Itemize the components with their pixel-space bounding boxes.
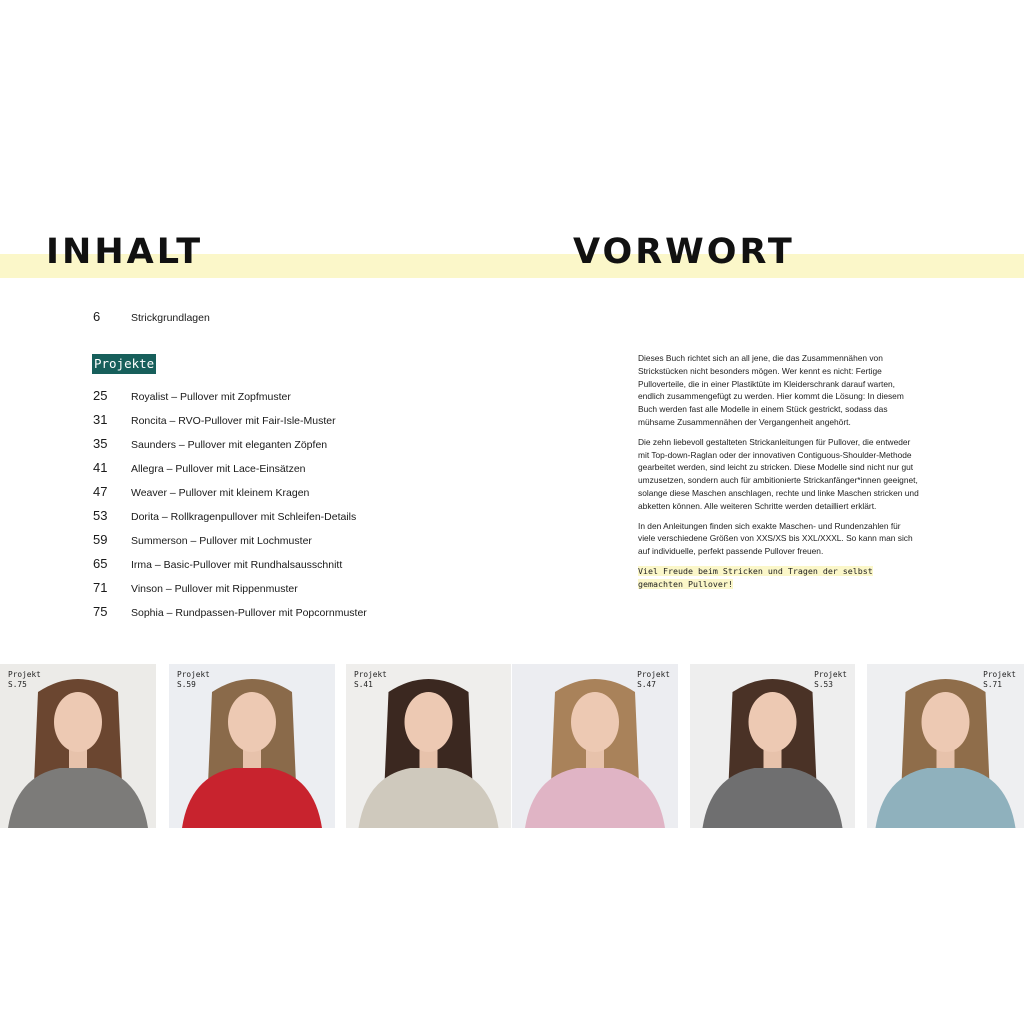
toc-page-number: 47	[93, 484, 108, 499]
toc-entry-title: Dorita – Rollkragenpullover mit Schleifen-Details	[131, 511, 357, 523]
toc-entry-title: Vinson – Pullover mit Rippenmuster	[131, 583, 298, 595]
toc-page-number: 6	[93, 309, 101, 324]
toc-row[interactable]	[93, 388, 291, 403]
face-shape	[405, 692, 453, 752]
project-tag-label: Projekt	[637, 670, 670, 679]
toc-entry-title: Strickgrundlagen	[131, 312, 210, 324]
toc-page-number: 71	[93, 580, 108, 595]
toc-entry-title: Allegra – Pullover mit Lace-Einsätzen	[131, 463, 306, 475]
project-tag-label: Projekt	[8, 670, 41, 679]
foreword-highlight: Viel Freude beim Stricken und Tragen der selbst gemachten Pullover!	[638, 565, 873, 589]
toc-page-number: 75	[93, 604, 108, 619]
toc-row[interactable]	[93, 508, 356, 523]
toc-entry-title: Roncita – RVO-Pullover mit Fair-Isle-Muster	[131, 415, 336, 427]
project-tag-page: S.59	[177, 680, 196, 689]
toc-row[interactable]	[93, 532, 312, 547]
foreword-paragraph: Die zehn liebevoll gestalteten Strickanleitungen für Pullover, die entweder mit Top-down-Raglan oder der innovativen Contiguous-Shoulder-Methode gearbeitet werden, sind leicht zu stricken. Diese Modelle sind nicht nur gut umzusetzen, sondern auch für ambitionierte Strickanfänger*innen geeignet, solange diese Maschen anschlagen, rechte und linke Maschen stricken und abketten können. Alle weiteren Schritte werden detailliert erklärt.	[638, 436, 919, 511]
project-tag-label: Projekt	[814, 670, 847, 679]
project-photo-tile[interactable]	[0, 664, 156, 828]
projects-section-label: Projekte	[92, 354, 156, 374]
foreword-paragraph: In den Anleitungen finden sich exakte Maschen- und Rundenzahlen für viele verschiedene Größen von XXS/XS bis XXL/XXXL. So kann man sich auf individuelle, perfekt passende Pullover freuen.	[638, 520, 913, 557]
project-tag-label: Projekt	[354, 670, 387, 679]
toc-page-number: 41	[93, 460, 108, 475]
project-tag-page: S.53	[814, 680, 833, 689]
face-shape	[749, 692, 797, 752]
toc-page-number: 25	[93, 388, 108, 403]
project-photo-tile[interactable]	[346, 664, 511, 828]
project-tag-page: S.41	[354, 680, 373, 689]
foreword-heading: VORWORT	[573, 232, 795, 272]
project-tag	[637, 670, 670, 690]
project-tag	[814, 670, 847, 690]
toc-row[interactable]	[93, 412, 336, 427]
toc-row[interactable]	[93, 556, 342, 571]
project-photo-tile[interactable]	[867, 664, 1024, 828]
toc-page-number: 59	[93, 532, 108, 547]
project-tag	[177, 670, 210, 690]
project-tag-label: Projekt	[983, 670, 1016, 679]
project-photo-tile[interactable]	[169, 664, 335, 828]
face-shape	[54, 692, 102, 752]
project-tag-page: S.47	[637, 680, 656, 689]
toc-entry-title: Sophia – Rundpassen-Pullover mit Popcornmuster	[131, 607, 367, 619]
project-photo-tile[interactable]	[690, 664, 855, 828]
toc-intro-row[interactable]	[93, 309, 210, 324]
project-photo-tile[interactable]	[512, 664, 678, 828]
toc-entry-title: Summerson – Pullover mit Lochmuster	[131, 535, 312, 547]
toc-entry-title: Irma – Basic-Pullover mit Rundhalsausschnitt	[131, 559, 343, 571]
toc-page-number: 31	[93, 412, 108, 427]
project-tag	[983, 670, 1016, 690]
face-shape	[228, 692, 276, 752]
toc-page-number: 65	[93, 556, 108, 571]
foreword-paragraph: Dieses Buch richtet sich an all jene, die das Zusammennähen von Strickstücken nicht besonders mögen. Wer kennt es nicht: Fertige Pulloverteile, die in einer Plastiktüte im Kleiderschrank darauf warten, endlich zusammengefügt zu werden. Hier kommt die Lösung: In diesem Buch werden fast alle Modelle in einem Stück gestrickt, sodass das mühsame Zusammennähen der Vergangenheit angehört.	[638, 353, 904, 427]
project-tag-page: S.71	[983, 680, 1002, 689]
face-shape	[922, 692, 970, 752]
toc-entry-title: Saunders – Pullover mit eleganten Zöpfen	[131, 439, 328, 451]
toc-entry-title: Weaver – Pullover mit kleinem Kragen	[131, 487, 310, 499]
toc-entry-title: Royalist – Pullover mit Zopfmuster	[131, 391, 291, 403]
toc-row[interactable]	[93, 580, 298, 595]
foreword-text	[638, 352, 920, 598]
toc-row[interactable]	[93, 436, 327, 451]
contents-heading: INHALT	[46, 232, 204, 272]
project-tag	[354, 670, 387, 690]
toc-row[interactable]	[93, 604, 367, 619]
face-shape	[571, 692, 619, 752]
toc-row[interactable]	[93, 484, 309, 499]
toc-row[interactable]	[93, 460, 306, 475]
project-tag	[8, 670, 41, 690]
toc-page-number: 53	[93, 508, 108, 523]
project-tag-label: Projekt	[177, 670, 210, 679]
project-tag-page: S.75	[8, 680, 27, 689]
toc-page-number: 35	[93, 436, 108, 451]
